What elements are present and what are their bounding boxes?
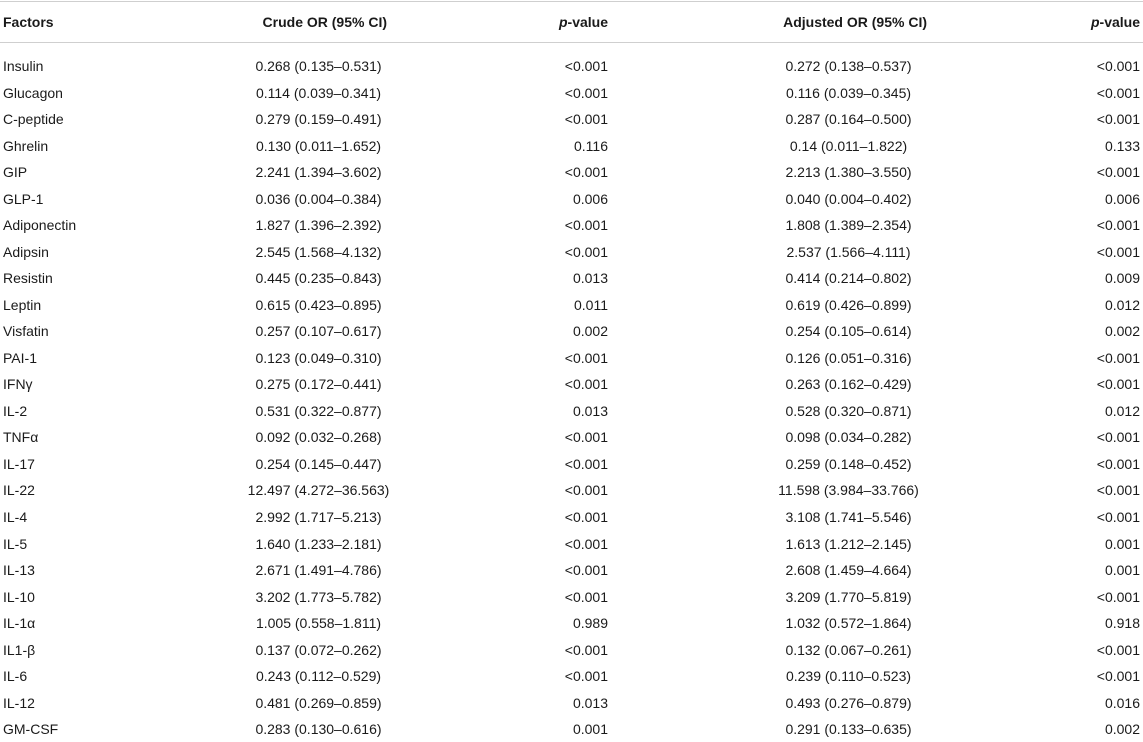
adjusted-or-cell: 1.613 (1.212–2.145) <box>785 535 912 552</box>
factor-cell: GLP-1 <box>3 190 44 207</box>
adjusted-or-cell: 11.598 (3.984–33.766) <box>778 482 919 499</box>
factor-cell: IL-12 <box>3 694 35 711</box>
crude-p-cell: <0.001 <box>564 509 608 525</box>
crude-p-cell: <0.001 <box>564 641 608 658</box>
table-row <box>0 584 1143 610</box>
crude-or-cell: 0.254 (0.145–0.447) <box>255 455 382 472</box>
factor-cell: IL-1α <box>3 615 36 632</box>
table-row <box>0 477 1143 503</box>
adjusted-or-cell: 0.287 (0.164–0.500) <box>785 111 912 128</box>
table-row <box>0 531 1143 557</box>
adjusted-p-cell: 0.002 <box>1104 721 1140 738</box>
table-row <box>0 345 1143 371</box>
factor-cell: Resistin <box>3 270 53 287</box>
adjusted-or-cell: 3.108 (1.741–5.546) <box>785 509 912 525</box>
table-row <box>0 451 1143 477</box>
crude-or-cell: 0.283 (0.130–0.616) <box>255 721 382 738</box>
crude-or-cell: 12.497 (4.272–36.563) <box>247 482 390 499</box>
crude-or-cell: 1.005 (0.558–1.811) <box>255 615 382 632</box>
adjusted-or-cell: 0.272 (0.138–0.537) <box>785 58 912 74</box>
table-row <box>0 318 1143 344</box>
table-row <box>0 504 1143 530</box>
header-rule <box>0 42 1143 43</box>
adjusted-p-cell: <0.001 <box>1096 455 1140 472</box>
crude-p-cell: 0.013 <box>572 402 608 419</box>
crude-p-cell: 0.116 <box>574 137 608 154</box>
factor-cell: IL1-β <box>3 641 36 658</box>
crude-p-cell: <0.001 <box>564 217 608 234</box>
adjusted-p-cell: <0.001 <box>1096 349 1140 366</box>
crude-p-cell: <0.001 <box>564 562 608 579</box>
crude-or-cell: 0.092 (0.032–0.268) <box>255 429 382 446</box>
adjusted-p-cell: <0.001 <box>1096 84 1140 101</box>
table-top-rule <box>0 1 1143 2</box>
crude-p-cell: 0.011 <box>574 296 608 313</box>
adjusted-or-cell: 2.608 (1.459–4.664) <box>785 562 912 579</box>
crude-p-cell: 0.002 <box>572 323 608 340</box>
factor-cell: Glucagon <box>3 84 63 101</box>
adjusted-p-cell: <0.001 <box>1096 668 1140 685</box>
factor-cell: IL-2 <box>3 402 28 419</box>
factor-cell: Ghrelin <box>3 137 49 154</box>
adjusted-or-cell: 0.619 (0.426–0.899) <box>785 296 912 313</box>
adjusted-or-cell: 0.126 (0.051–0.316) <box>785 349 912 366</box>
factor-cell: Visfatin <box>3 323 49 340</box>
factor-cell: Leptin <box>3 296 42 313</box>
adjusted-p-cell: 0.012 <box>1104 402 1140 419</box>
header-p2-italic: p <box>1090 14 1100 30</box>
adjusted-or-cell: 0.116 (0.039–0.345) <box>785 84 912 101</box>
crude-p-cell: <0.001 <box>564 668 608 685</box>
factor-cell: Adipsin <box>3 243 49 260</box>
adjusted-p-cell: <0.001 <box>1096 376 1140 393</box>
factor-cell: PAI-1 <box>3 349 37 366</box>
crude-or-cell: 0.123 (0.049–0.310) <box>255 349 382 366</box>
adjusted-p-cell: <0.001 <box>1096 243 1140 260</box>
header-p-rest: -value <box>567 14 608 30</box>
crude-p-cell: <0.001 <box>564 349 608 366</box>
table-row <box>0 371 1143 397</box>
adjusted-p-cell: <0.001 <box>1096 429 1140 446</box>
crude-or-cell: 0.137 (0.072–0.262) <box>255 641 382 658</box>
crude-p-cell: 0.013 <box>572 694 608 711</box>
factor-cell: IL-13 <box>3 562 35 579</box>
table-row <box>0 265 1143 291</box>
adjusted-p-cell: <0.001 <box>1096 588 1140 605</box>
crude-or-cell: 2.671 (1.491–4.786) <box>255 562 382 579</box>
factor-cell: Adiponectin <box>3 217 77 234</box>
adjusted-or-cell: 0.098 (0.034–0.282) <box>785 429 912 446</box>
factor-cell: IL-17 <box>3 455 35 472</box>
crude-or-cell: 2.992 (1.717–5.213) <box>255 509 382 525</box>
crude-or-cell: 0.130 (0.011–1.652) <box>255 137 382 154</box>
crude-or-cell: 0.036 (0.004–0.384) <box>255 190 382 207</box>
table-row <box>0 212 1143 238</box>
factor-cell: Insulin <box>3 58 44 74</box>
crude-p-cell: <0.001 <box>564 84 608 101</box>
adjusted-p-cell: <0.001 <box>1096 58 1140 74</box>
header-factors: Factors <box>3 14 54 30</box>
crude-or-cell: 0.481 (0.269–0.859) <box>255 694 382 711</box>
crude-p-cell: 0.006 <box>572 190 608 207</box>
adjusted-or-cell: 0.259 (0.148–0.452) <box>785 455 912 472</box>
table-row <box>0 186 1143 212</box>
table-row <box>0 398 1143 424</box>
table-row <box>0 716 1143 742</box>
table-header-row <box>0 3 1143 41</box>
factor-cell: TNFα <box>3 429 39 446</box>
header-crude-or: Crude OR (95% CI) <box>262 14 387 30</box>
crude-p-cell: <0.001 <box>564 164 608 181</box>
crude-or-cell: 0.275 (0.172–0.441) <box>255 376 382 393</box>
factor-cell: IL-10 <box>3 588 35 605</box>
crude-or-cell: 0.531 (0.322–0.877) <box>255 402 382 419</box>
adjusted-or-cell: 0.239 (0.110–0.523) <box>785 668 912 685</box>
adjusted-p-cell: <0.001 <box>1096 164 1140 181</box>
crude-or-cell: 0.114 (0.039–0.341) <box>255 84 382 101</box>
crude-or-cell: 3.202 (1.773–5.782) <box>255 588 382 605</box>
factor-cell: IL-5 <box>3 535 28 552</box>
adjusted-or-cell: 0.254 (0.105–0.614) <box>785 323 912 340</box>
adjusted-or-cell: 0.14 (0.011–1.822) <box>789 137 908 154</box>
adjusted-p-cell: 0.001 <box>1104 535 1140 552</box>
crude-or-cell: 1.827 (1.396–2.392) <box>255 217 382 234</box>
table-row <box>0 80 1143 106</box>
adjusted-or-cell: 1.808 (1.389–2.354) <box>785 217 912 234</box>
header-p2-rest: -value <box>1099 14 1140 30</box>
crude-p-cell: 0.013 <box>572 270 608 287</box>
adjusted-or-cell: 3.209 (1.770–5.819) <box>785 588 912 605</box>
table-row <box>0 53 1143 79</box>
crude-p-cell: <0.001 <box>564 535 608 552</box>
adjusted-or-cell: 0.291 (0.133–0.635) <box>785 721 912 738</box>
crude-p-cell: <0.001 <box>564 376 608 393</box>
table-row <box>0 690 1143 716</box>
factor-cell: IL-6 <box>3 668 28 685</box>
crude-p-cell: <0.001 <box>564 482 608 499</box>
adjusted-p-cell: <0.001 <box>1096 641 1140 658</box>
adjusted-or-cell: 0.493 (0.276–0.879) <box>785 694 912 711</box>
table-row <box>0 106 1143 132</box>
crude-p-cell: <0.001 <box>564 58 608 74</box>
adjusted-p-cell: 0.001 <box>1104 562 1140 579</box>
adjusted-or-cell: 0.132 (0.067–0.261) <box>785 641 912 658</box>
crude-p-cell: <0.001 <box>564 111 608 128</box>
crude-or-cell: 2.241 (1.394–3.602) <box>255 164 382 181</box>
table-row <box>0 133 1143 159</box>
table-row <box>0 239 1143 265</box>
table-row <box>0 610 1143 636</box>
header-p-italic: p <box>558 14 568 30</box>
crude-p-cell: <0.001 <box>564 455 608 472</box>
crude-or-cell: 0.279 (0.159–0.491) <box>255 111 382 128</box>
adjusted-p-cell: 0.016 <box>1104 694 1140 711</box>
adjusted-or-cell: 0.414 (0.214–0.802) <box>785 270 912 287</box>
adjusted-p-cell: <0.001 <box>1096 509 1140 525</box>
crude-or-cell: 0.615 (0.423–0.895) <box>255 296 382 313</box>
crude-or-cell: 2.545 (1.568–4.132) <box>255 243 382 260</box>
crude-or-cell: 0.243 (0.112–0.529) <box>255 668 382 685</box>
factor-cell: IL-22 <box>3 482 35 499</box>
table-row <box>0 292 1143 318</box>
factor-cell: IL-4 <box>3 509 28 525</box>
adjusted-p-cell: 0.918 <box>1104 615 1140 632</box>
adjusted-p-cell: 0.002 <box>1104 323 1140 340</box>
crude-or-cell: 0.268 (0.135–0.531) <box>255 58 382 74</box>
adjusted-or-cell: 0.528 (0.320–0.871) <box>785 402 912 419</box>
header-adjusted-or: Adjusted OR (95% CI) <box>783 14 927 30</box>
adjusted-p-cell: <0.001 <box>1096 217 1140 234</box>
crude-p-cell: 0.001 <box>572 721 608 738</box>
header-p-value-crude <box>460 3 608 41</box>
crude-p-cell: <0.001 <box>564 588 608 605</box>
factor-cell: C-peptide <box>3 111 64 128</box>
crude-p-cell: 0.989 <box>572 615 608 632</box>
factor-cell: IFNγ <box>3 376 33 393</box>
header-p-value-adjusted <box>990 3 1140 41</box>
table-row <box>0 637 1143 663</box>
crude-p-cell: <0.001 <box>564 429 608 446</box>
adjusted-p-cell: 0.012 <box>1104 296 1140 313</box>
adjusted-or-cell: 0.040 (0.004–0.402) <box>785 190 912 207</box>
adjusted-p-cell: 0.133 <box>1104 137 1140 154</box>
factor-cell: GIP <box>3 164 28 181</box>
adjusted-or-cell: 2.213 (1.380–3.550) <box>785 164 912 181</box>
table-row <box>0 424 1143 450</box>
adjusted-p-cell: <0.001 <box>1096 482 1140 499</box>
crude-p-cell: <0.001 <box>564 243 608 260</box>
adjusted-or-cell: 0.263 (0.162–0.429) <box>785 376 912 393</box>
crude-or-cell: 1.640 (1.233–2.181) <box>255 535 382 552</box>
adjusted-p-cell: 0.006 <box>1104 190 1140 207</box>
table-row <box>0 557 1143 583</box>
adjusted-or-cell: 2.537 (1.566–4.111) <box>786 243 911 260</box>
factor-cell: GM-CSF <box>3 721 59 738</box>
crude-or-cell: 0.445 (0.235–0.843) <box>255 270 382 287</box>
crude-or-cell: 0.257 (0.107–0.617) <box>255 323 382 340</box>
adjusted-p-cell: 0.009 <box>1104 270 1140 287</box>
adjusted-or-cell: 1.032 (0.572–1.864) <box>785 615 912 632</box>
adjusted-p-cell: <0.001 <box>1096 111 1140 128</box>
table-row <box>0 159 1143 185</box>
table-row <box>0 663 1143 689</box>
